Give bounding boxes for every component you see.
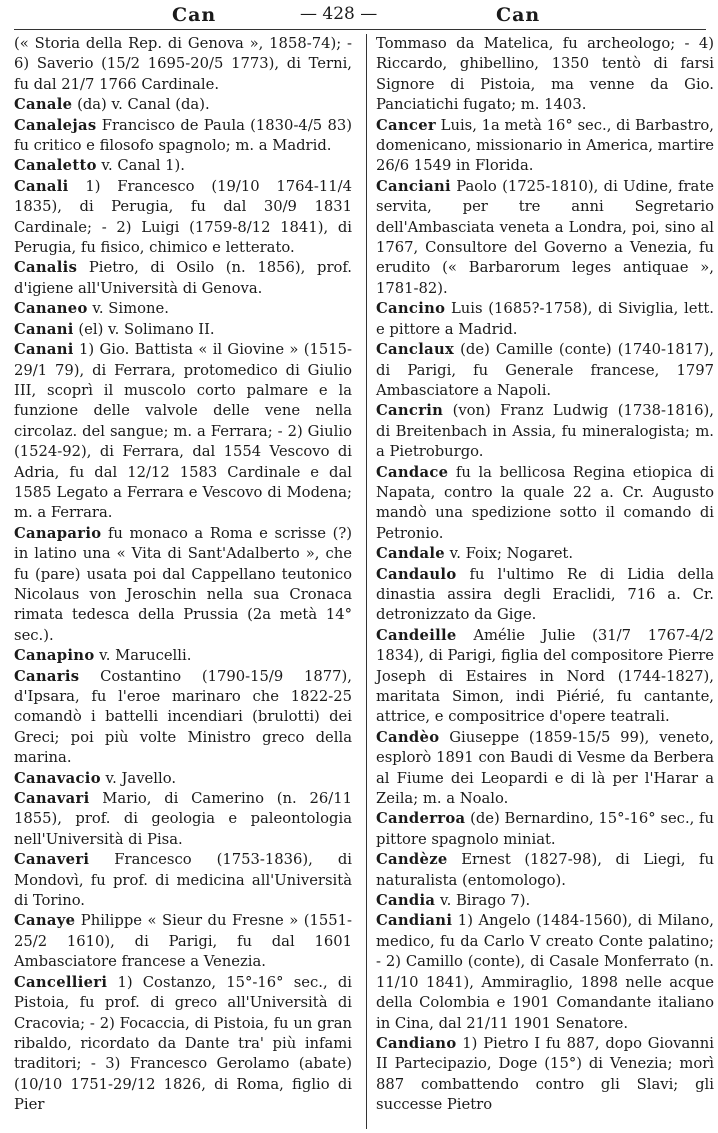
entry-headword: Canani: [14, 341, 74, 359]
dictionary-entry: [376, 728, 714, 810]
dictionary-entry: [14, 116, 352, 157]
dictionary-entry: [14, 667, 352, 769]
entry-text: v. Simone.: [87, 300, 169, 318]
entry-text: (da) v. Canal (da).: [72, 96, 210, 114]
dictionary-entry: [376, 809, 714, 850]
entry-headword: Candèo: [376, 728, 440, 746]
entry-text: v. Canal 1).: [96, 157, 185, 175]
entry-text: fu monaco a Roma e scrisse (?) in latino una « Vita di Sant'Adalberto », che fu (pare) usata poi dal Cappellano teutonico Nicolaus von Jeroschin nella sua Cronaca rimata tedesca della Prussia (2a metà 14° sec.).: [14, 524, 352, 644]
entry-headword: Canclaux: [376, 341, 455, 359]
entry-text: Amélie Julie (31/7 1767-4/2 1834), di Parigi, figlia del compositore Pierre Joseph di Estaires in Nord (1744-1827), maritata Simon, indi Piérié, fu cantante, attrice, e compositrice d'opere teatrali.: [376, 626, 714, 726]
dictionary-entry: [376, 1034, 714, 1116]
entry-headword: Cancellieri: [14, 973, 108, 991]
entry-headword: Candiani: [376, 912, 453, 930]
entry-headword: Canderroa: [376, 810, 466, 828]
dictionary-entry: [376, 891, 714, 911]
right-column: [376, 34, 714, 1116]
entry-text: Pietro, di Osilo (n. 1856), prof. d'igiene all'Università di Genova.: [14, 259, 352, 297]
page-header: [0, 0, 718, 30]
entry-text: Giuseppe (1859-15/5 99), veneto, esplorò 1891 con Baudi di Vesme da Berbera al Fiume dei Leopardi e di là per l'Harar a Zeila; m. a Noalo.: [376, 728, 714, 808]
entry-headword: Canapario: [14, 524, 102, 542]
dictionary-entry: [14, 156, 352, 176]
entry-text: Paolo (1725-1810), di Udine, frate servita, per tre anni Segretario dell'Ambasciata veneta a Londra, poi, sino al 1767, Consultore del Governo a Venezia, fu erudito (« Barbarorum leges antiquae », 1781-82).: [376, 177, 714, 297]
entry-headword: Cananeo: [14, 300, 88, 318]
entry-headword: Canani: [14, 320, 74, 338]
entry-headword: Candia: [376, 892, 436, 910]
entry-text: v. Javello.: [100, 769, 177, 787]
entry-text: 1) Costanzo, 15°-16° sec., di Pistoia, fu prof. di greco all'Università di Cracovia; - 2) Focaccia, di Pistoia, fu un gran ribaldo, ricordato da Dante tra' più infami traditori; - 3) Francesco Gerolamo (abate) (10/10 1751-29/12 1826, di Roma, figlio di Pier: [14, 973, 352, 1114]
dictionary-entry: [376, 463, 714, 545]
entry-headword: Canalis: [14, 259, 78, 277]
dictionary-entry: [376, 177, 714, 299]
entry-text: Ernest (1827-98), di Liegi, fu naturalista (entomologo).: [376, 851, 714, 889]
entry-text: Mario, di Camerino (n. 26/11 1855), prof. di geologia e paleontologia nell'Università di Pisa.: [14, 790, 352, 848]
entry-headword: Canalejas: [14, 116, 97, 134]
entry-headword: Cancrin: [376, 402, 444, 420]
entry-text: v. Birago 7).: [435, 892, 531, 910]
dictionary-entry: [14, 769, 352, 789]
entry-text: 1) Gio. Battista « il Giovine » (1515-29/1 79), di Ferrara, protomedico di Giulio III, scoprì il muscolo corto palmare e la funzione delle valvole delle vene nella circolaz. del sangue; m. a Ferrara; - 2) Giulio (1524-92), di Ferrara, dal 1554 Vescovo di Adria, fu dal 12/12 1583 Cardinale e dal 1585 Legato a Ferrara e Vescovo di Modena; m. a Ferrara.: [14, 341, 352, 522]
running-head-right: Can: [496, 4, 541, 26]
entry-headword: Canavacio: [14, 769, 101, 787]
entry-text: v. Foix; Nogaret.: [444, 545, 574, 563]
dictionary-entry: [14, 973, 352, 1116]
entry-headword: Candiano: [376, 1034, 457, 1052]
dictionary-entry: [376, 401, 714, 462]
entry-headword: Canali: [14, 177, 69, 195]
entry-headword: Candeille: [376, 626, 457, 644]
dictionary-entry: [14, 34, 352, 95]
dictionary-entry: [14, 177, 352, 259]
dictionary-entry: [376, 626, 714, 728]
dictionary-entry: [376, 565, 714, 626]
entry-text: Francisco de Paula (1830-4/5 83) fu critico e filosofo spagnolo; m. a Madrid.: [14, 116, 352, 155]
dictionary-entry: [14, 789, 352, 850]
entry-headword: Candale: [376, 545, 445, 563]
dictionary-entry: [376, 544, 714, 564]
entry-headword: Canapino: [14, 647, 95, 665]
entry-headword: Canaye: [14, 912, 76, 930]
entry-text: (el) v. Solimano II.: [73, 320, 215, 338]
entry-text: fu la bellicosa Regina etiopica di Napata, contro la quale 22 a. Cr. Augusto mandò una spedizione sotto il comando di Petronio.: [376, 463, 714, 542]
entry-text: (von) Franz Ludwig (1738-1816), di Breitenbach in Assia, fu mineralogista; m. a Pietroburgo.: [376, 402, 714, 461]
column-divider: [366, 34, 367, 1129]
dictionary-entry: [14, 258, 352, 299]
entry-headword: Canciani: [376, 177, 451, 195]
entry-text: Costantino (1790-15/9 1877), d'Ipsara, fu l'eroe marinaro che 1822-25 comandò i battelli incendiari (brulotti) dei Greci; poi più volte Ministro greco della marina.: [14, 667, 352, 767]
entry-text: Luis (1685?-1758), di Siviglia, lett. e pittore a Madrid.: [376, 300, 714, 338]
running-head-left: Can: [172, 4, 217, 26]
entry-headword: Canaveri: [14, 851, 90, 869]
entry-headword: Canale: [14, 96, 73, 114]
dictionary-entry: [14, 646, 352, 666]
header-rule: [14, 29, 706, 30]
entry-headword: Candaulo: [376, 565, 457, 583]
dictionary-entry: [376, 116, 714, 177]
entry-text: 1) Pietro I fu 887, dopo Giovanni II Partecipazio, Doge (15°) di Venezia; morì 887 combattendo contro gli Slavi; gli successe Pietro: [376, 1034, 714, 1114]
dictionary-entry: [14, 850, 352, 911]
dictionary-entry: [376, 911, 714, 1033]
entry-headword: Canavari: [14, 790, 90, 808]
entry-text: 1) Francesco (19/10 1764-11/4 1835), di Perugia, fu dal 30/9 1831 Cardinale; - 2) Luigi (1759-8/12 1841), di Perugia, fu fisico, chimico e letterato.: [14, 177, 352, 257]
entry-text: fu l'ultimo Re di Lidia della dinastia assira degli Eraclidi, 716 a. Cr. detronizzato da Gige.: [376, 565, 714, 624]
dictionary-entry: [376, 34, 714, 116]
entry-headword: Canaletto: [14, 157, 97, 175]
entry-headword: Canaris: [14, 667, 80, 685]
entry-headword: Candèze: [376, 851, 448, 869]
entry-text: Philippe « Sieur du Fresne » (1551-25/2 1610), di Parigi, fu dal 1601 Ambasciatore francese a Venezia.: [14, 912, 352, 971]
entry-headword: Candace: [376, 463, 449, 481]
left-column: [14, 34, 352, 1116]
entry-headword: Cancino: [376, 300, 446, 318]
entry-headword: Cancer: [376, 116, 436, 134]
dictionary-entry: [14, 320, 352, 340]
entry-text: (« Storia della Rep. di Genova », 1858-74); - 6) Saverio (15/2 1695-20/5 1773), di Terni, fu dal 21/7 1766 Cardinale.: [14, 35, 352, 93]
dictionary-entry: [14, 524, 352, 646]
dictionary-entry: [14, 911, 352, 972]
dictionary-entry: [376, 299, 714, 340]
dictionary-entry: [14, 299, 352, 319]
dictionary-entry: [14, 340, 352, 524]
dictionary-entry: [376, 340, 714, 401]
entry-text: (de) Bernardino, 15°-16° sec., fu pittore spagnolo miniat.: [376, 810, 714, 848]
entry-text: Luis, 1a metà 16° sec., di Barbastro, domenicano, missionario in America, martire 26/6 1549 in Florida.: [376, 116, 714, 175]
page-number: — 428 —: [300, 4, 378, 24]
entry-text: (de) Camille (conte) (1740-1817), di Parigi, fu Generale francese, 1797 Ambasciatore a Napoli.: [376, 341, 714, 399]
entry-text: 1) Angelo (1484-1560), di Milano, medico, fu da Carlo V creato Conte palatino; - 2) Camillo (conte), di Casale Monferrato (n. 11/10 1841), Ammiraglio, 1898 nelle acque della Colombia e 1901 Comandante italiano in Cina, dal 21/11 1901 Senatore.: [376, 912, 714, 1032]
dictionary-entry: [14, 95, 352, 115]
entry-text: Tommaso da Matelica, fu archeologo; - 4) Riccardo, ghibellino, 1350 tentò di farsi Signore di Pistoia, ma venne da Gio. Panciatichi fugato; m. 1403.: [376, 35, 714, 114]
dictionary-entry: [376, 850, 714, 891]
entry-text: v. Marucelli.: [94, 647, 192, 665]
entry-text: Francesco (1753-1836), di Mondovì, fu prof. di medicina all'Università di Torino.: [14, 851, 352, 910]
